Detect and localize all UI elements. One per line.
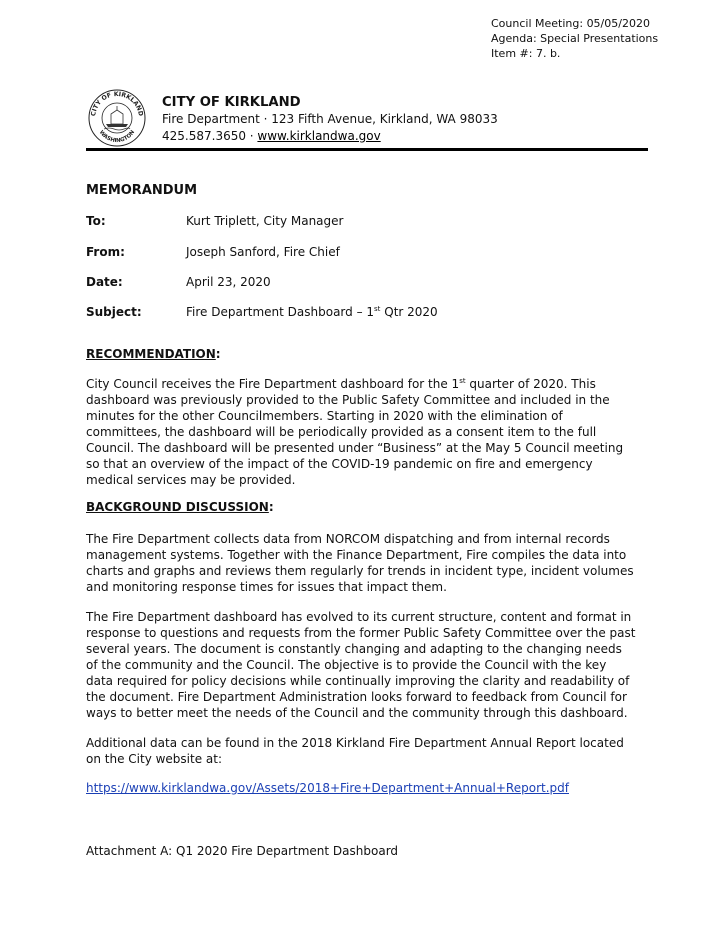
- subject-label: Subject:: [86, 305, 142, 319]
- date-label: Date:: [86, 275, 123, 289]
- subject-value: Fire Department Dashboard – 1st Qtr 2020: [186, 305, 438, 319]
- memo-title: MEMORANDUM: [86, 183, 198, 198]
- to-row: [86, 214, 343, 228]
- date-row: [86, 275, 271, 289]
- meeting-info: [491, 16, 658, 61]
- seal-top-text: CITY OF KIRKLAND: [90, 90, 144, 117]
- subject-row: [86, 305, 438, 319]
- annual-report-link[interactable]: https://www.kirklandwa.gov/Assets/2018+Fire+Department+Annual+Report.pdf: [86, 781, 569, 795]
- to-value: Kurt Triplett, City Manager: [186, 214, 344, 228]
- date-value: April 23, 2020: [186, 275, 271, 289]
- from-value: Joseph Sanford, Fire Chief: [186, 245, 340, 259]
- phone-number: 425.587.3650 ·: [162, 129, 258, 143]
- to-label: To:: [86, 214, 106, 228]
- recommendation-paragraph: City Council receives the Fire Department dashboard for the 1st quarter of 2020. This dashboard was previously provided to the Public Safety Committee and included in the minutes for the other Councilmembers. Starting in 2020 with the elimination of committees, the dashboard will be periodically provided as a consent item to the full Council. The dashboard will be presented under “Business” at the May 5 Council meeting so that an overview of the impact of the COVID-19 pandemic on fire and emergency medical services may be provided.: [86, 377, 624, 487]
- item-number: Item #: 7. b.: [491, 47, 561, 60]
- background-paragraph-3: Additional data can be found in the 2018 Kirkland Fire Department Annual Report located on the City website at:: [86, 736, 624, 766]
- background-paragraph-2: The Fire Department dashboard has evolved to its current structure, content and format in response to questions and requests from the former Public Safety Committee over the past several years. The document is constantly changing and adapting to the changing needs of the community and the Council. The objective is to provide the Council with the key data required for policy decisions while continually improving the clarity and readability of the document. Fire Department Administration looks forward to feedback from Council for ways to better meet the needs of the Council and the community through this dashboard.: [86, 610, 636, 720]
- seal-bottom-text: WASHINGTON: [97, 129, 137, 145]
- contact-line: [162, 128, 498, 145]
- header-divider: [86, 148, 648, 151]
- from-row: [86, 245, 340, 259]
- background-heading: BACKGROUND DISCUSSION:: [86, 500, 274, 514]
- address-line: Fire Department · 123 Fifth Avenue, Kirkland, WA 98033: [162, 112, 498, 126]
- organization-name: CITY OF KIRKLAND: [162, 95, 301, 110]
- recommendation-heading: RECOMMENDATION:: [86, 347, 221, 361]
- letterhead: [162, 94, 498, 145]
- city-seal-icon: [87, 88, 147, 148]
- agenda-line: Agenda: Special Presentations: [491, 32, 659, 45]
- attachment-line: Attachment A: Q1 2020 Fire Department Dashboard: [86, 844, 399, 858]
- from-label: From:: [86, 245, 125, 259]
- website-link[interactable]: www.kirklandwa.gov: [257, 129, 381, 143]
- background-paragraph-1: The Fire Department collects data from NORCOM dispatching and from internal records management systems. Together with the Finance Department, Fire compiles the data into charts and graphs and reviews them regularly for trends in incident type, incident volumes and monitoring response times for issues that impact them.: [86, 532, 634, 594]
- meeting-date: Council Meeting: 05/05/2020: [491, 17, 650, 30]
